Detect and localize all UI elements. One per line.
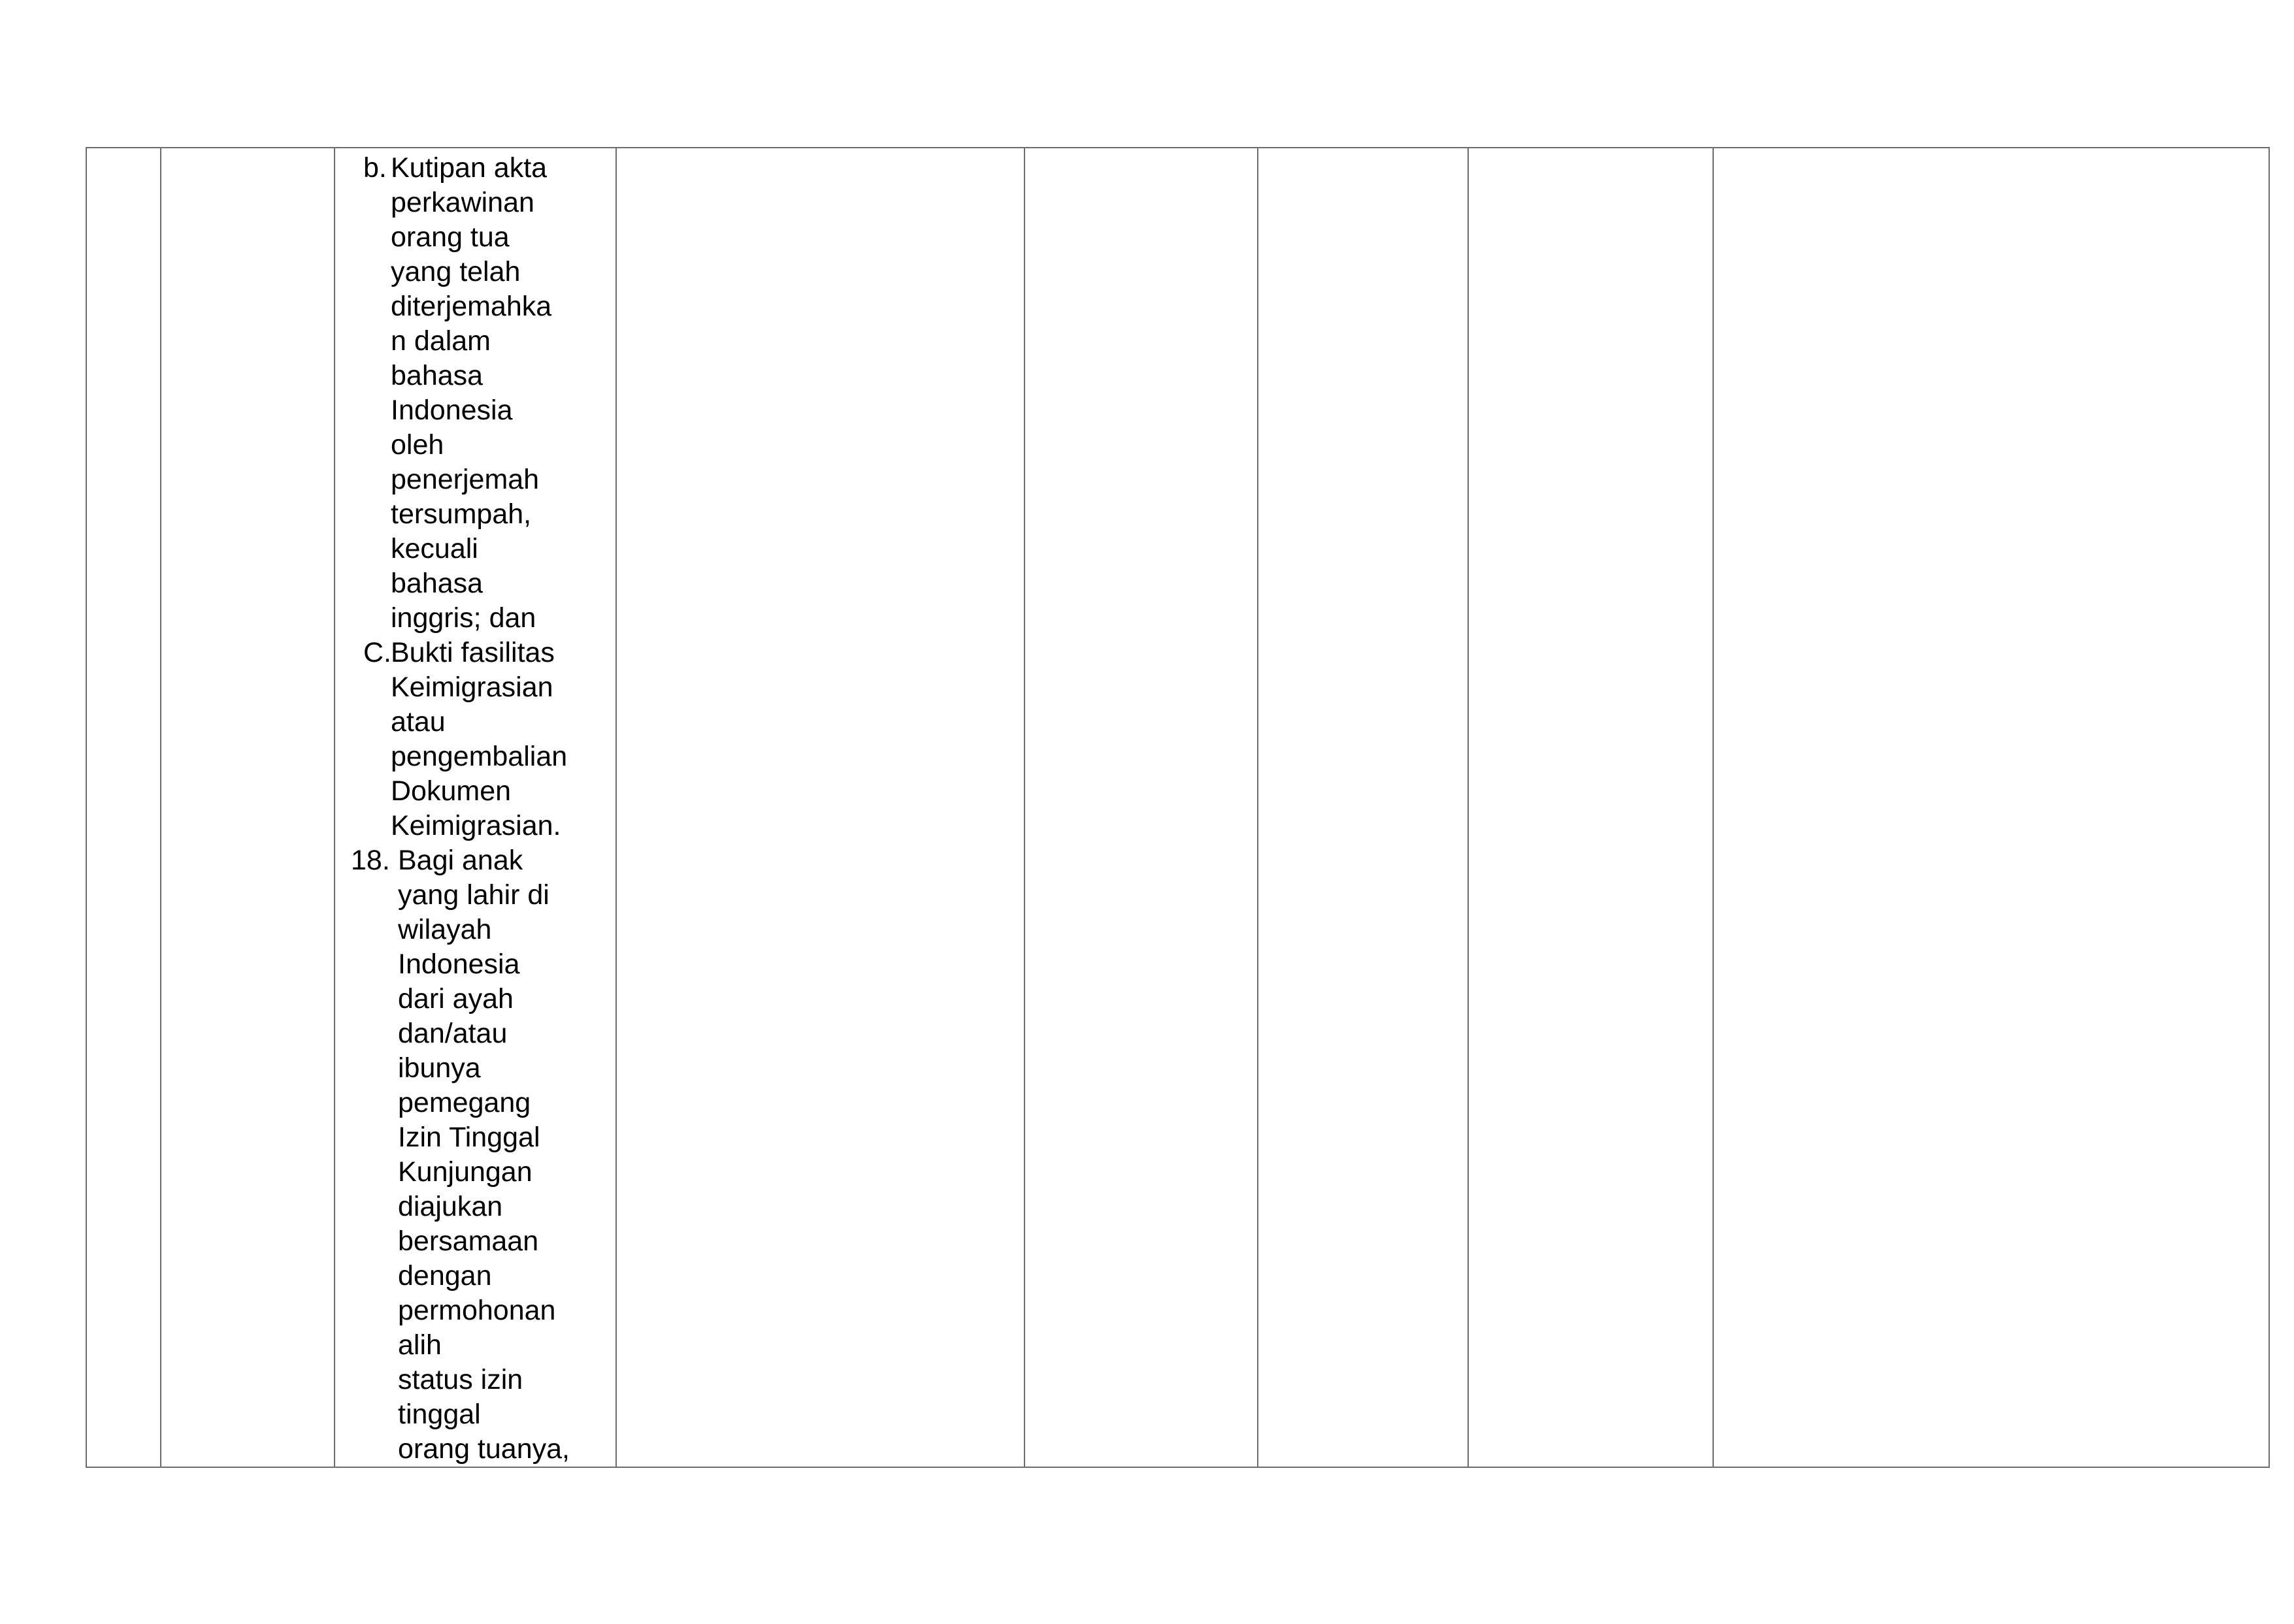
text-line: bahasa xyxy=(391,360,483,391)
text-line: status izin xyxy=(398,1364,523,1395)
text-line: yang lahir di xyxy=(398,879,549,911)
text-line: pengembalian xyxy=(391,741,568,772)
text-line: Bukti fasilitas xyxy=(391,637,555,668)
requirements-list xyxy=(335,148,615,1467)
text-line: n dalam xyxy=(391,325,491,357)
requirement-item-18 xyxy=(335,843,615,1467)
text-line: kecuali xyxy=(391,533,478,564)
text-line: permohonan xyxy=(398,1295,556,1326)
item-marker: 18. xyxy=(351,845,390,876)
empty-cell xyxy=(616,148,1024,1467)
text-line: ibunya xyxy=(398,1052,481,1084)
text-line: penerjemah xyxy=(391,464,540,495)
text-line: alih xyxy=(398,1329,442,1361)
text-line: diajukan xyxy=(398,1191,503,1222)
text-line: orang tua xyxy=(391,221,510,253)
text-line: dengan xyxy=(398,1260,492,1291)
text-line: oleh xyxy=(391,429,444,461)
item-marker: b. xyxy=(363,152,387,184)
empty-cell xyxy=(1024,148,1258,1467)
item-marker: C. xyxy=(363,637,391,668)
empty-cell xyxy=(1468,148,1713,1467)
requirement-item-c xyxy=(335,636,615,843)
text-line: atau xyxy=(391,706,446,738)
text-line: Bagi anak xyxy=(398,845,523,876)
requirement-item-b xyxy=(335,151,615,636)
empty-cell xyxy=(1258,148,1468,1467)
text-line: bahasa xyxy=(391,568,483,599)
text-line: Izin Tinggal xyxy=(398,1122,540,1153)
text-line: bersamaan xyxy=(398,1226,539,1257)
text-line: Kunjungan xyxy=(398,1156,533,1188)
number-cell xyxy=(86,148,161,1467)
text-line: diterjemahka xyxy=(391,291,552,322)
text-line: inggris; dan xyxy=(391,602,536,634)
text-line: perkawinan xyxy=(391,187,534,218)
text-line: dari ayah xyxy=(398,983,514,1015)
service-cell xyxy=(161,148,335,1467)
text-line: Keimigrasian xyxy=(391,672,553,703)
text-line: tinggal xyxy=(398,1399,481,1430)
text-line: Kutipan akta xyxy=(391,152,548,184)
text-line: yang telah xyxy=(391,256,521,287)
text-line: dan/atau xyxy=(398,1018,508,1049)
empty-cell xyxy=(1713,148,2269,1467)
requirements-cell xyxy=(335,148,616,1467)
text-line: wilayah xyxy=(398,914,492,945)
text-line: Dokumen xyxy=(391,775,512,807)
text-line: Keimigrasian. xyxy=(391,810,561,841)
text-line: Indonesia xyxy=(391,395,513,426)
text-line: Indonesia xyxy=(398,949,520,980)
text-line: tersumpah, xyxy=(391,498,532,530)
text-line: orang tuanya, xyxy=(398,1433,570,1465)
table-row xyxy=(86,148,2269,1467)
text-line: pemegang xyxy=(398,1087,531,1118)
requirements-table xyxy=(86,147,2270,1468)
